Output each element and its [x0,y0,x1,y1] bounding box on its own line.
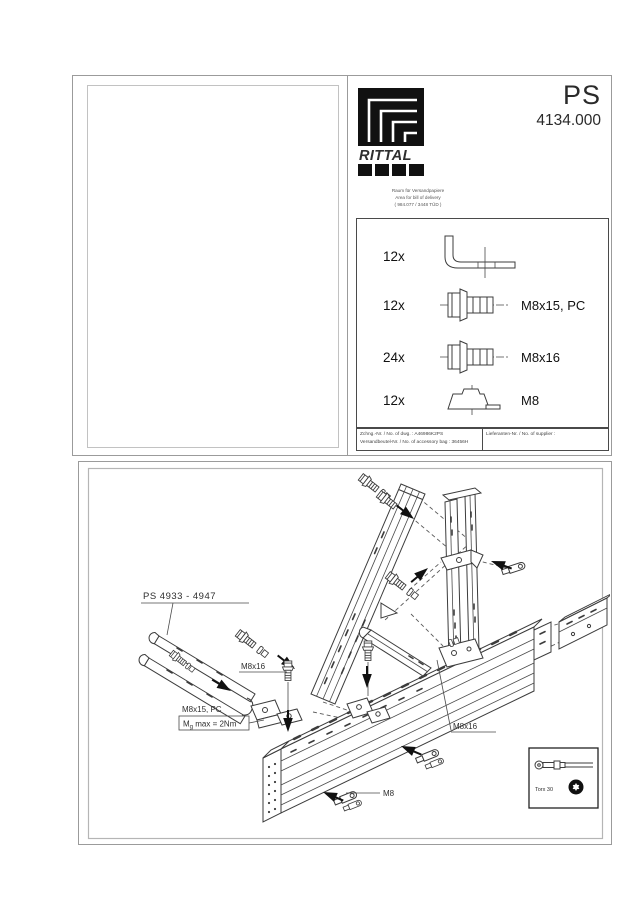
rail-coupling [534,622,551,660]
label-nut-m8: M8 [383,789,395,798]
shipping-area-inner-box [87,85,339,448]
accessory-bag-number: Versandbeutel-Nr. / No. of accessory bag : 36456H [360,439,469,445]
part-qty: 12x [383,248,405,264]
label-screw-m8x15-pc: M8x15, PC [182,705,222,714]
label-torx-30: Torx 30 [535,787,554,793]
drawing-number: Zchng.-Nr. / No. of dwg. : A46986K2PS [360,432,444,437]
assembly-drawing-panel [78,461,612,845]
angle-bracket-icon [429,233,521,279]
part-label: M8x16 [521,349,561,365]
part-label: M8 [521,392,540,408]
shipping-note [356,188,480,209]
flange-screw-icon [429,335,521,379]
label-screw-m8x16-left: M8x16 [241,662,266,671]
parts-list [356,218,609,428]
rittal-logo-icon [358,88,424,176]
parts-row-bracket [357,231,608,281]
part-qty: 24x [383,349,405,365]
rittal-wordmark: RITTAL [359,148,412,164]
product-code: PS [562,80,601,110]
shipping-note-line3: ( 984.077 / 3448 TÜD ) [394,201,442,207]
assembly-arrow [408,564,431,585]
rittal-logo [358,88,424,176]
label-torque: $M_g$ max = 2Nm [183,719,237,731]
shipping-note-line2: Area for bill of delivery [395,194,441,200]
parts-row-screw-m8x16 [357,333,608,381]
label-frame-range: PS 4933 - 4947 [143,591,217,602]
part-qty: 12x [383,297,405,313]
insertion-wedge-marker [381,603,397,618]
torx-bit-icon [569,780,584,795]
part-qty: 12x [383,392,405,408]
parts-row-screw-m8x15 [357,281,608,329]
vertical-post-rail [439,488,483,667]
assembly-drawing [79,462,610,843]
part-label: M8x15, PC [521,297,586,313]
label-screw-m8x16-right: M8x16 [453,722,478,731]
supplier-number: Lieferanten-Nr. / No. of supplier : [486,432,556,437]
captive-nut-icon [429,383,521,417]
tool-detail-box [529,748,598,808]
document-number-strip [356,428,609,451]
assembly-arrow [362,666,372,688]
title-block-panel [348,75,612,456]
drawing-number-cell [357,429,483,450]
shipping-area-panel [72,75,348,456]
model-number: 4134.000 [536,112,601,129]
supplier-number-cell [483,429,608,450]
parts-row-nut-m8 [357,379,608,421]
flange-screw-icon [429,283,521,327]
shipping-note-line1: Raum für Versandpapiere [391,188,445,193]
